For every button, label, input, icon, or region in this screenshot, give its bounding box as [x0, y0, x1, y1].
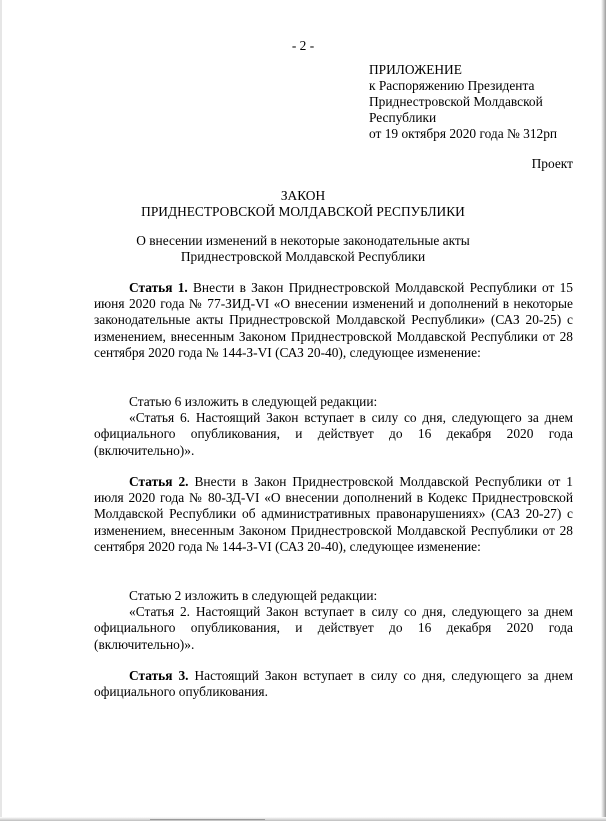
- article-3-heading: Статья 3.: [129, 668, 189, 683]
- draft-label: Проект: [531, 156, 573, 171]
- article-2-instruction: Статью 2 изложить в следующей редакции:: [129, 588, 378, 603]
- article-1-quote: «Статья 6. Настоящий Закон вступает в силу со дня, следующего за днем официального опубликования, и действует до 16 декабря 2020 года (включительно)».: [94, 410, 573, 458]
- law-subtitle-line2: Приднестровской Молдавской Республики: [180, 249, 426, 264]
- article-2: [94, 474, 573, 555]
- law-subtitle: [0, 233, 606, 265]
- appendix-line: от 19 октября 2020 года № 312рп: [369, 126, 558, 141]
- article-1-paragraph: [94, 280, 573, 361]
- article-1-text: Внести в Закон Приднестровской Молдавской Республики от 15 июня 2020 года № 77-ЗИД-VI «О внесении изменений и дополнений в некоторые законодательные акты Приднестровской Молдавской Республики» (САЗ 20-25) с изменением, внесенным Законом Приднестровской Молдавской Республики от 28 сентября 2020 года № 144-З-VI (САЗ 20-40), следующее изменение:: [94, 280, 573, 360]
- article-3-text: Настоящий Закон вступает в силу со дня, следующего за днем официального опубликования.: [94, 668, 573, 700]
- appendix-line: к Распоряжению Президента: [369, 78, 535, 93]
- article-3-paragraph: [94, 668, 573, 700]
- appendix-line: ПРИЛОЖЕНИЕ: [369, 62, 462, 77]
- article-2-quote: «Статья 2. Настоящий Закон вступает в силу со дня, следующего за днем официального опубликования, и действует до 16 декабря 2020 года (включительно)».: [94, 604, 573, 652]
- page-left-edge: [0, 0, 2, 821]
- article-2-paragraph: [94, 474, 573, 555]
- article-2-amendment: [94, 588, 573, 653]
- law-subtitle-line1: О внесении изменений в некоторые законодательные акты: [136, 233, 470, 248]
- article-2-heading: Статья 2.: [129, 474, 189, 489]
- page-bottom-shadow: [0, 817, 606, 821]
- appendix-block: [369, 62, 557, 142]
- article-1-instruction: Статью 6 изложить в следующей редакции:: [129, 394, 378, 409]
- article-1-heading: Статья 1.: [129, 280, 188, 295]
- law-title-line1: ЗАКОН: [280, 188, 326, 203]
- law-title: [0, 188, 606, 220]
- article-3: [94, 668, 573, 700]
- article-1-amendment: [94, 394, 573, 459]
- article-1: [94, 280, 573, 361]
- article-2-text: Внести в Закон Приднестровской Молдавской Республики от 1 июля 2020 года № 80-ЗД-VI «О внесении дополнений в Кодекс Приднестровской Молдавской Республики об административных правонарушениях» (САЗ 20-27) с изменением, внесенным Законом Приднестровской Молдавской Республики от 28 сентября 2020 года № 144-З-VI (САЗ 20-40), следующее изменение:: [94, 474, 573, 554]
- law-title-line2: ПРИДНЕСТРОВСКОЙ МОЛДАВСКОЙ РЕСПУБЛИКИ: [141, 204, 465, 219]
- page-number: - 2 -: [291, 38, 315, 53]
- appendix-line: Республики: [369, 110, 437, 125]
- bottom-scroll-mark: [150, 819, 265, 820]
- page-right-shadow: [601, 0, 606, 821]
- appendix-line: Приднестровской Молдавской: [369, 94, 543, 109]
